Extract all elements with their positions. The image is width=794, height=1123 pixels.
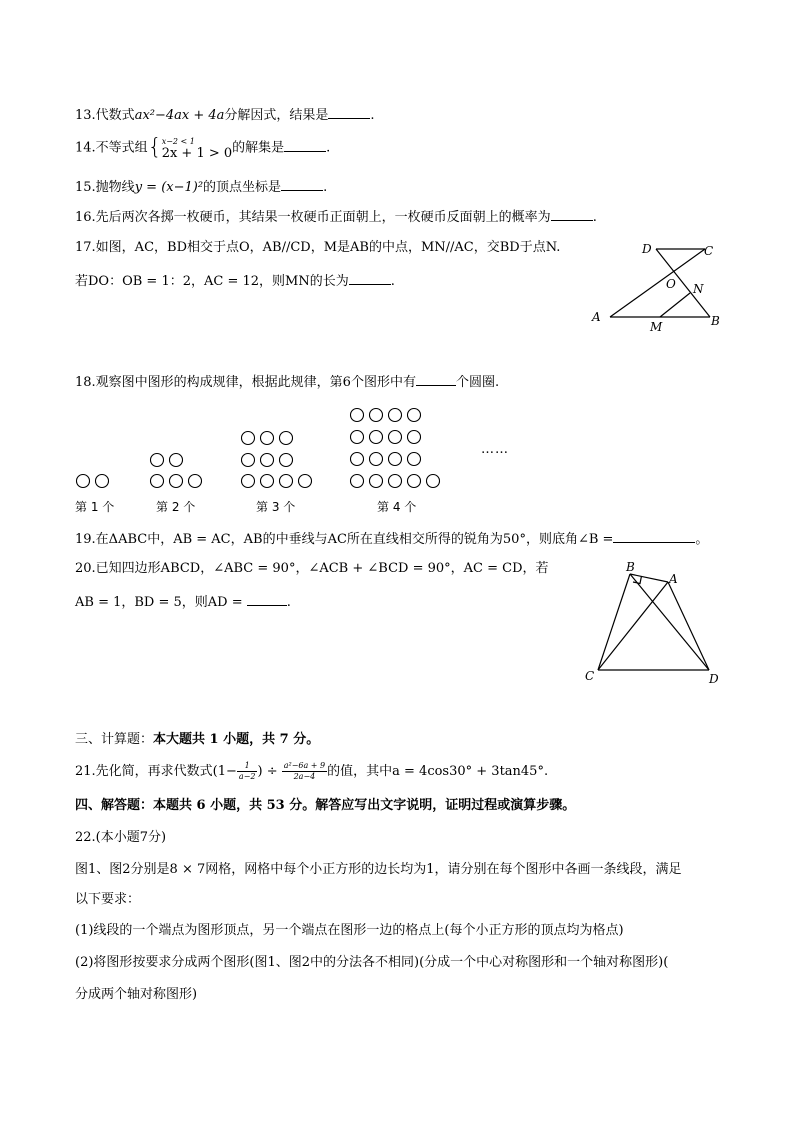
q13-end: . [370,108,375,123]
question-14 [75,136,330,160]
label-n: N [693,282,704,296]
question-16 [75,206,597,228]
circle [351,453,364,466]
q14-prefix: 14.不等式组 [75,140,148,156]
label-m: M [650,320,663,334]
circle [170,475,183,488]
question-17-line1 [75,238,560,258]
circle [408,409,421,422]
circle [408,453,421,466]
segment-mn [660,293,690,317]
q19-text: 19.在ΔABC中，AB = AC，AB的中垂线与AC所在直线相交所得的锐角为50°，则底角∠B = [75,532,614,547]
circle [170,454,183,467]
q17-figure [580,235,740,335]
circle [280,432,293,445]
question-22-line2 [75,890,140,910]
q18-text-prefix: 18.观察图中图形的构成规律，根据此规律，第6个图形中有 [75,375,416,390]
pattern-ellipsis: …… [481,442,509,457]
pattern-figure-1 [77,475,109,488]
circle [242,454,255,467]
circle [151,475,164,488]
question-22-line3 [75,921,624,941]
q22-line2: 以下要求： [75,892,141,907]
q18-text-suffix: 个圆圈. [455,375,500,390]
circle-pattern-figure [70,400,470,495]
circle [351,409,364,422]
circle [389,475,402,488]
question-21 [75,760,548,784]
q20-end: . [286,595,291,610]
segment-bc [598,574,630,670]
circle [408,475,421,488]
q15-expression: y = (x−1)² [134,180,204,195]
circle [351,431,364,444]
circle [370,453,383,466]
q21-prefix: 21.先化简，再求代数式(1− [75,764,237,779]
circle [299,475,312,488]
pattern-figure-4 [351,409,440,488]
circle [189,475,202,488]
section-4-label: 四、解答题： [75,798,154,813]
section-3-desc: 本大题共 1 小题，共 7 分。 [153,732,320,747]
label-d: D [642,242,652,256]
segment-ac [610,249,705,317]
question-15 [75,176,327,198]
question-22-title [75,828,166,848]
pattern-figure-3 [242,432,312,488]
circle [370,409,383,422]
circle [96,475,109,488]
circle [280,475,293,488]
label-a: A [669,572,678,586]
circle [389,453,402,466]
answer-blank [416,371,456,386]
section-4-heading [75,796,575,816]
fraction-numerator: a²−6a + 9 [283,761,326,770]
label-b: B [711,314,720,328]
q20-line2: AB = 1，BD = 5，则AD = [75,595,243,610]
q13-prefix: 13.代数式 [75,108,135,123]
circle [370,475,383,488]
q21-mid: ) ÷ [257,764,282,779]
section-3-label: 三、计算题： [75,732,154,747]
question-19 [75,528,708,550]
fraction-denominator: 2a−4 [293,772,316,781]
answer-blank [613,528,695,543]
q15-suffix: 的顶点坐标是 [203,180,282,195]
pattern-figure-2 [151,454,202,488]
q16-end: . [592,210,597,225]
fraction-numerator: 1 [237,761,258,772]
q14-row2: 2x + 1 > 0 [161,146,233,161]
circle [242,475,255,488]
caption-figure-4: 第 4 个 [377,500,417,514]
circle [242,432,255,445]
q15-prefix: 15.抛物线 [75,180,135,195]
section-4-desc: 本题共 6 小题，共 53 分。解答应写出文字说明，证明过程或演算步骤。 [153,798,576,813]
circle [77,475,90,488]
q14-row1: x−2 < 1 [161,137,195,146]
segment-ad [668,582,709,670]
label-d: D [709,672,719,686]
q14-suffix: 的解集是 [232,140,285,156]
label-c: C [585,669,595,683]
answer-blank [328,104,370,119]
q20-line1: 20.已知四边形ABCD，∠ABC = 90°，∠ACB + ∠BCD = 90°，AC = CD，若 [75,561,549,576]
answer-blank [349,270,391,285]
q21-fraction-1 [237,761,258,782]
q16-text: 16.先后两次各掷一枚硬币，其结果一枚硬币正面朝上，一枚硬币反面朝上的概率为 [75,210,551,225]
question-22-line4 [75,953,668,973]
label-c: C [704,244,714,258]
question-20-line1 [75,559,549,579]
segment-bd [630,574,709,670]
question-18 [75,371,499,393]
q13-suffix: 分解因式，结果是 [224,108,329,123]
question-13 [75,104,375,126]
answer-blank [281,176,323,191]
circle [408,431,421,444]
answer-blank [551,206,593,221]
q20-figure [580,558,730,690]
circle [370,431,383,444]
circle [389,431,402,444]
section-3-heading [75,730,319,750]
q17-line2: 若DO：OB = 1：2，AC = 12，则MN的长为 [75,274,349,289]
q21-fraction-2 [282,761,327,782]
q22-line4: (2)将图形按要求分成两个图形(图1、图2中的分法各不相同)(分成一个中心对称图形和一个轴对称图形)( [75,955,669,970]
q21-suffix: 的值，其中a = 4cos30° + 3tan45°. [327,764,549,779]
circle [427,475,440,488]
segment-ac [598,582,668,670]
fraction-denominator: a−2 [238,772,256,781]
inequality-system: { x−2 < 1 2x + 1 > 0 [147,135,233,161]
circle [261,475,274,488]
answer-blank [247,591,287,606]
q14-end: . [326,140,331,156]
q17-end: . [390,274,395,289]
q22-line5: 分成两个轴对称图形) [75,987,198,1002]
answer-blank [284,137,326,152]
q17-line1: 17.如图，AC，BD相交于点O，AB//CD，M是AB的中点，MN//AC，交BD于点N. [75,240,561,255]
label-o: O [666,277,676,291]
q13-expression: ax²−4ax + 4a [134,108,225,123]
circle [151,454,164,467]
label-b: B [626,560,635,574]
circle [261,432,274,445]
circle [389,409,402,422]
q22-line3: (1)线段的一个端点为图形顶点，另一个端点在图形一边的格点上(每个小正方形的顶点均为格点) [75,923,624,938]
q22-line1: 图1、图2分别是8 × 7网格，网格中每个小正方形的边长均为1，请分别在每个图形中各画一条线段，满足 [75,862,682,877]
q22-title: 22.(本小题7分) [75,830,167,845]
q19-end: 。 [695,532,709,547]
question-20-line2 [75,591,291,613]
label-a: A [592,310,601,324]
caption-figure-2: 第 2 个 [156,500,196,514]
question-22-line5 [75,985,197,1005]
circle [261,454,274,467]
circle [280,454,293,467]
circle [351,475,364,488]
caption-figure-1: 第 1 个 [75,500,115,514]
caption-figure-3: 第 3 个 [256,500,296,514]
question-17-line2 [75,270,395,292]
q15-end: . [323,180,328,195]
question-22-line1 [75,860,682,880]
